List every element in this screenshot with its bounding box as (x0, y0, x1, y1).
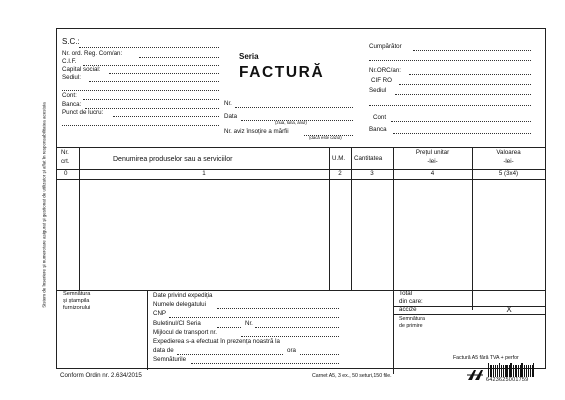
footer-divider-signature (147, 290, 148, 370)
excise-label: accize (399, 306, 417, 313)
header-value: Valoarea (496, 149, 521, 156)
signatures-label: Semnăturile (153, 356, 187, 363)
barcode-bar (501, 365, 502, 377)
invoice-date-hint: (ziua, luna, anul) (275, 120, 307, 125)
barcode-bar (490, 365, 491, 377)
index-name: 1 (202, 170, 206, 177)
supplier-work-point-label: Punct de lucru: (62, 109, 104, 116)
supplier-reg-label: Nr. ord. Reg. Com/an: (62, 50, 123, 57)
of-which-label: din care: (399, 298, 423, 305)
delegate-line[interactable] (217, 308, 339, 309)
table-body[interactable] (57, 180, 545, 290)
dispatch-date-label: data de (153, 347, 174, 354)
barcode-bar (532, 365, 533, 377)
id-number-label: Nr. (245, 320, 253, 327)
carnet-info: Carnet A5, 3 ex., 50 seturi,150 file. (312, 373, 392, 379)
index-nr: 0 (64, 170, 68, 177)
document-title: FACTURĂ (239, 64, 325, 81)
barcode-bar (513, 365, 514, 377)
buyer-cif-line[interactable] (399, 84, 531, 85)
supplier-address-line-2[interactable] (62, 90, 219, 91)
barcode-icon (488, 363, 534, 377)
header-um: U.M. (332, 155, 346, 162)
supplier-cif-label: C.I.F. (62, 58, 77, 65)
header-nr: Nr. (61, 149, 69, 156)
barcode-bar (526, 365, 527, 377)
cnp-line[interactable] (169, 317, 339, 318)
header-unit-price-currency: -lei- (427, 158, 438, 165)
barcode-bar (491, 365, 492, 377)
id-card-label: Buletinul/CI Seria (153, 320, 201, 327)
buyer-bank-line[interactable] (393, 133, 531, 134)
buyer-line-2[interactable] (369, 60, 531, 61)
delegate-label: Numele delegatului (153, 301, 206, 308)
index-price: 4 (430, 170, 435, 177)
id-number-line[interactable] (255, 327, 339, 328)
supplier-cif-line[interactable] (83, 65, 219, 66)
supplier-account-label: Cont: (62, 92, 77, 99)
index-value: 5 (3x4) (498, 170, 519, 177)
barcode-bar (524, 365, 526, 377)
buyer-line[interactable] (413, 50, 531, 51)
barcode-bar (533, 363, 534, 377)
id-series-line[interactable] (217, 327, 241, 328)
order-reference: Conform Ordin nr. 2.634/2015 (60, 372, 142, 379)
invoice-number-label: Nr. (224, 100, 232, 107)
buyer-account-label: Cont (373, 114, 387, 121)
supplier-company-label: S.C.: (62, 37, 80, 46)
barcode-bar (515, 365, 516, 377)
signatures-line[interactable] (191, 363, 339, 364)
invoice-form (56, 28, 546, 369)
invoice-number-line[interactable] (235, 107, 353, 108)
total-label: Total (399, 290, 413, 297)
buyer-reg-line[interactable] (409, 74, 531, 75)
invoice-date-label: Data (224, 113, 238, 120)
header-product-name: Denumirea produselor sau a serviciilor (113, 156, 233, 163)
buyer-address-line[interactable] (395, 94, 531, 95)
cnp-label: CNP (153, 310, 167, 317)
supplier-signature-label-2: și ștampila (63, 298, 90, 304)
supplier-signature-label-3: furnizorului (63, 305, 91, 311)
supplier-reg-line[interactable] (139, 57, 219, 58)
index-quantity: 3 (370, 170, 374, 177)
side-note: Sistem de înseriere și numerotare asigurat și gestionat de utilizator și aflat în responsabilitatea acestuia (41, 102, 47, 308)
barcode-bar (495, 365, 496, 377)
supplier-address-label: Sediul: (62, 74, 81, 81)
buyer-cif-label: CIF RO (371, 77, 392, 84)
barcode-bar (516, 365, 517, 377)
supplier-bank-line[interactable] (85, 108, 219, 109)
buyer-label: Cumpărător (369, 43, 402, 50)
total-value-field[interactable] (473, 291, 545, 306)
barcode-bar (510, 363, 512, 377)
barcode-bar (530, 365, 531, 377)
excise-x-mark: X (506, 305, 512, 314)
barcode-bar (518, 365, 519, 377)
notice-number-label: Nr. aviz însoțire a mărfii (224, 128, 289, 135)
dispatch-hour-label: ora (287, 347, 296, 354)
publisher-logo-icon (466, 368, 484, 382)
barcode-bar (493, 365, 494, 377)
dispatch-date-line[interactable] (177, 354, 283, 355)
header-quantity: Cantitatea (354, 155, 383, 162)
supplier-capital-line[interactable] (109, 73, 219, 74)
notice-number-hint: (dacă este cazul) (309, 135, 342, 140)
buyer-address-label: Sediul (369, 87, 387, 94)
receiver-signature-label-1: Semnătura (399, 316, 425, 322)
dispatch-title: Date privind expediția (153, 292, 213, 299)
supplier-capital-label: Capital social: (62, 66, 101, 73)
barcode-bar (521, 363, 522, 377)
supplier-signature-label-1: Semnătura (63, 291, 91, 297)
barcode-bar (505, 365, 506, 377)
supplier-work-point-line-2[interactable] (62, 125, 219, 126)
index-um: 2 (338, 170, 342, 177)
buyer-address-line-2[interactable] (369, 105, 531, 106)
buyer-reg-label: Nr.ORC/an: (369, 67, 401, 74)
barcode-bar (509, 365, 510, 377)
dispatch-hour-line[interactable] (300, 354, 339, 355)
transport-label: Mijlocul de transport nr. (153, 329, 217, 336)
header-unit-price: Prețul unitar (415, 149, 450, 156)
barcode-bar (499, 363, 500, 377)
barcode-bar (503, 365, 504, 377)
barcode-bar (528, 365, 529, 377)
series-label: Seria (239, 52, 259, 61)
header-crt: crt. (61, 158, 70, 165)
barcode-digits: 6423625001759 (486, 377, 529, 383)
product-note: Factură A5 fără TVA + perfor (453, 355, 519, 361)
barcode-bar (488, 363, 489, 377)
supplier-work-point-line[interactable] (113, 116, 219, 117)
barcode-bar (497, 365, 499, 377)
transport-line[interactable] (241, 336, 339, 337)
dispatch-statement: Expedierea s-a efectuat în prezența noastră la (153, 338, 280, 345)
buyer-bank-label: Banca (369, 126, 387, 133)
supplier-account-line[interactable] (83, 99, 219, 100)
receiver-signature-label-2: de primire (399, 323, 423, 329)
supplier-bank-label: Banca: (62, 101, 82, 108)
receiver-signature-field[interactable] (394, 315, 545, 355)
barcode-bar (520, 365, 521, 377)
barcode-bar (506, 365, 507, 377)
supplier-address-line[interactable] (89, 81, 219, 82)
header-value-currency: -lei- (503, 158, 514, 165)
supplier-company-line[interactable] (79, 47, 219, 48)
buyer-account-line[interactable] (391, 121, 531, 122)
